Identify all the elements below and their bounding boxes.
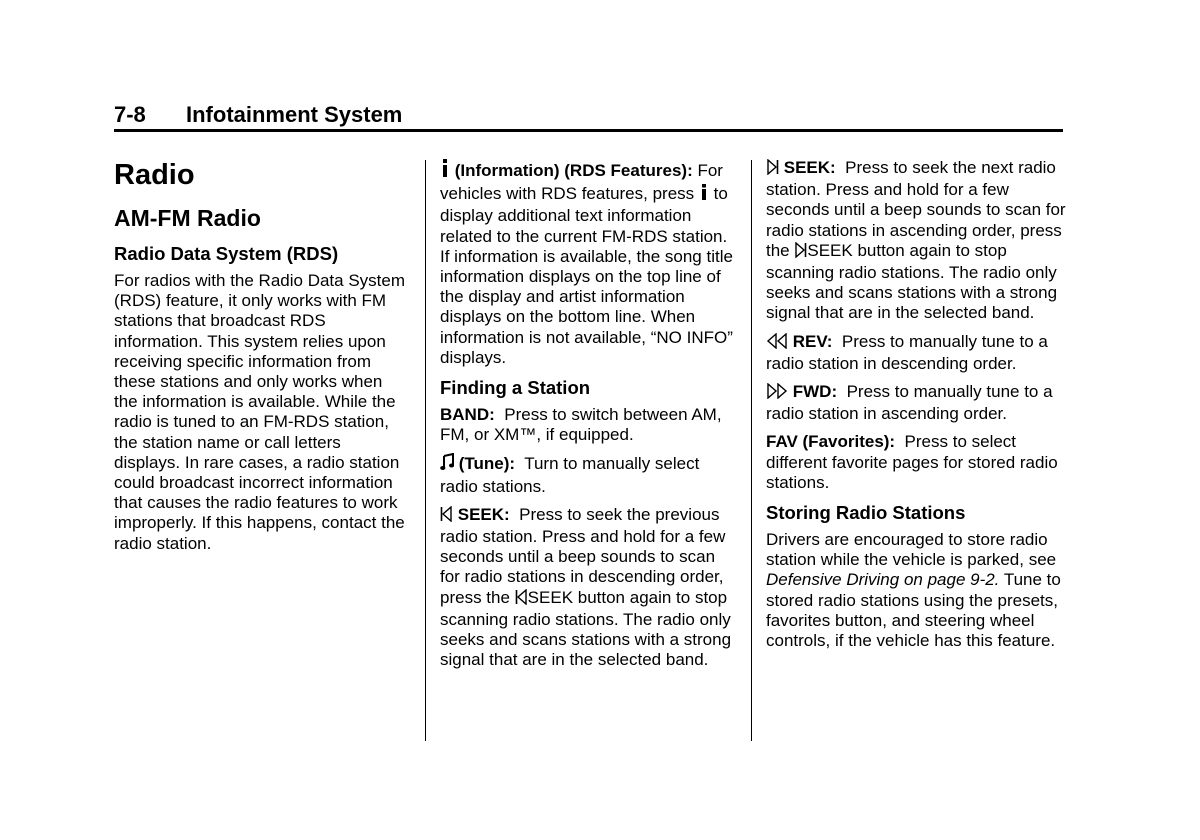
info-paragraph [440, 158, 736, 368]
page-title: Radio [114, 159, 195, 191]
band-text: Press to switch between AM, FM, or XM™, if equipped. [440, 405, 722, 445]
rds-heading: Radio Data System (RDS) [114, 243, 339, 264]
rev-label: REV: [792, 331, 833, 351]
page-header [114, 100, 1062, 130]
seek-forward-icon [766, 159, 779, 180]
rewind-icon [766, 333, 788, 354]
info-label: (Information) (RDS Features): [454, 161, 693, 180]
fwd-paragraph [766, 382, 1066, 424]
fav-paragraph [766, 432, 1066, 493]
band-label: BAND: [440, 405, 495, 425]
cross-reference-link[interactable]: Defensive Driving on page 9-2. [766, 570, 1000, 590]
seek-back-paragraph [440, 505, 736, 671]
fast-forward-icon [766, 383, 788, 404]
seek-forward-paragraph [766, 158, 1066, 324]
info-icon [440, 158, 450, 183]
fav-label: FAV (Favorites): [766, 432, 896, 452]
column-1 [114, 158, 410, 562]
column-3 [766, 158, 1066, 659]
seek-label: SEEK: [457, 504, 510, 524]
seek-text-2: SEEK button again to stop scanning radio stations. The radio only seeks and scans stations with a strong signal that are in the selected band. [766, 240, 1058, 323]
seek-back-icon [440, 506, 453, 527]
tune-text: Turn to manually select radio stations. [440, 454, 700, 496]
fav-text: Press to select different favorite pages for stored radio stations. [766, 432, 1058, 492]
seek-text-2: SEEK button again to stop scanning radio stations. The radio only seeks and scans stations with a strong signal that are in the selected band. [440, 587, 732, 670]
storing-text-2: Tune to stored radio stations using the presets, favorites button, and steering wheel controls, if the vehicle has this feature. [766, 570, 1061, 651]
seek-text-1: Press to seek the previous radio station. Press and hold for a few seconds until a beep sounds to scan for radio stations in descending order, press the [440, 504, 726, 607]
rev-text: Press to manually tune to a radio station in descending order. [766, 331, 1048, 373]
rev-paragraph [766, 332, 1066, 374]
header-rule [114, 129, 1063, 132]
storing-text-1: Drivers are encouraged to store radio station while the vehicle is parked, see [766, 530, 1057, 570]
page-number: 7-8 [114, 102, 146, 127]
info-text-1: For vehicles with RDS features, press [440, 161, 723, 204]
info-icon [699, 183, 709, 206]
storing-heading: Storing Radio Stations [766, 502, 966, 524]
info-text-2: to display additional text information related to the current FM-RDS station. If information is available, the song title information displays on the top line of the display and artist information displays on the bottom line. When information is not available, “NO INFO” displays. [440, 184, 733, 367]
music-note-icon [440, 453, 454, 476]
section-subtitle: AM-FM Radio [114, 205, 261, 231]
seek-back-icon [515, 589, 528, 610]
column-divider [425, 160, 426, 741]
band-paragraph [440, 405, 736, 445]
column-2 [440, 158, 736, 678]
seek-forward-icon [794, 242, 807, 263]
fwd-label: FWD: [792, 382, 838, 402]
section-title: Infotainment System [186, 102, 403, 127]
seek-label: SEEK: [783, 158, 836, 177]
column-divider [751, 160, 752, 741]
finding-heading: Finding a Station [440, 377, 591, 399]
tune-paragraph [440, 453, 736, 496]
storing-paragraph [766, 530, 1066, 651]
fwd-text: Press to manually tune to a radio station in ascending order. [766, 382, 1053, 424]
tune-label: (Tune): [458, 454, 516, 474]
rds-paragraph: For radios with the Radio Data System (RDS) feature, it only works with FM stations that broadcast RDS information. This system relies upon receiving specific information from these stations and only works when the information is available. While the radio is tuned to an FM-RDS station, the station name or call letters displays. In rare cases, a radio station could broadcast incorrect information that causes the radio features to work improperly. If this happens, contact the radio station. [114, 271, 406, 553]
seek-text-1: Press to seek the next radio station. Press and hold for a few seconds until a beep sounds to scan for radio stations in ascending order, press the [766, 158, 1066, 260]
